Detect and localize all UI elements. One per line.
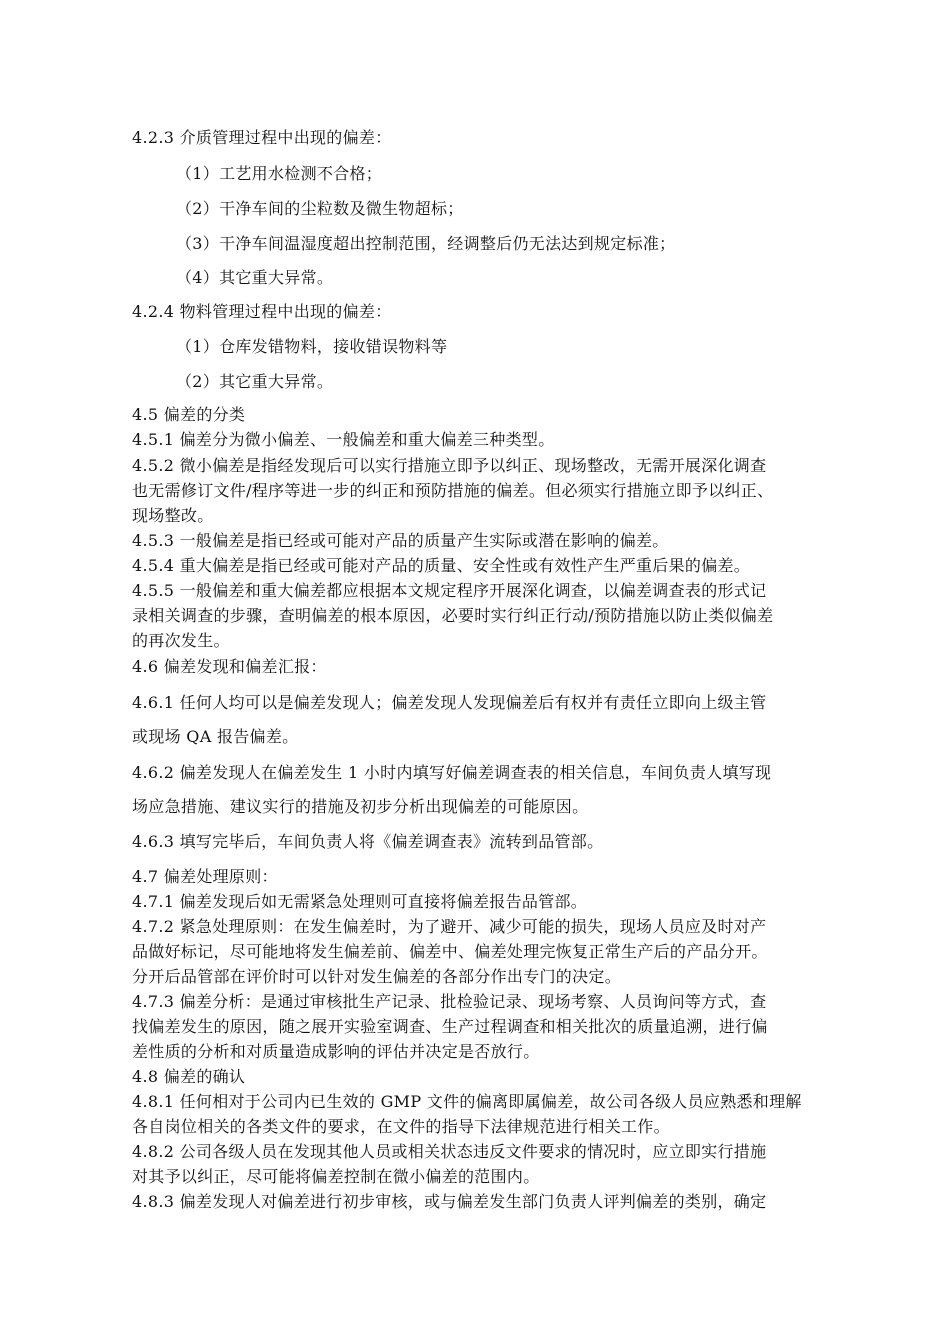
section-heading: 4.5 偏差的分类 (132, 405, 246, 424)
paragraph-line: 场应急措施、建议实行的措施及初步分析出现偏差的可能原因。 (132, 797, 589, 816)
list-item: （2）其它重大异常。 (176, 372, 334, 391)
paragraph-line: 或现场 QA 报告偏差。 (132, 727, 299, 746)
paragraph-line: 4.5.3 一般偏差是指已经或可能对产品的质量产生实际或潜在影响的偏差。 (132, 531, 669, 550)
paragraph-line: 4.8.1 任何相对于公司内已生效的 GMP 文件的偏离即属偏差，故公司各级人员应熟悉和理解 (132, 1092, 802, 1111)
paragraph-line: 4.5.4 重大偏差是指已经或可能对产品的质量、安全性或有效性产生严重后果的偏差。 (132, 556, 751, 575)
paragraph-line: 4.5.1 偏差分为微小偏差、一般偏差和重大偏差三种类型。 (132, 430, 555, 449)
paragraph-line: 4.6.3 填写完毕后，车间负责人将《偏差调查表》流转到品管部。 (132, 832, 604, 851)
paragraph-line: 也无需修订文件/程序等进一步的纠正和预防措施的偏差。但必须实行措施立即予以纠正、 (132, 481, 774, 500)
paragraph-line: 4.5.2 微小偏差是指经发现后可以实行措施立即予以纠正、现场整改，无需开展深化调查 (132, 456, 767, 475)
list-item: （1）仓库发错物料，接收错误物料等 (176, 337, 448, 356)
paragraph-line: 4.5.5 一般偏差和重大偏差都应根据本文规定程序开展深化调查，以偏差调查表的形式记 (132, 581, 767, 600)
section-heading: 4.2.3 介质管理过程中出现的偏差： (132, 128, 392, 147)
section-heading: 4.2.4 物料管理过程中出现的偏差： (132, 302, 392, 321)
section-heading: 4.7 偏差处理原则： (132, 867, 278, 886)
list-item: （2）干净车间的尘粒数及微生物超标； (176, 199, 464, 218)
paragraph-line: 4.7.3 偏差分析：是通过审核批生产记录、批检验记录、现场考察、人员询问等方式，查 (132, 992, 767, 1011)
paragraph-line: 4.6.2 偏差发现人在偏差发生 1 小时内填写好偏差调查表的相关信息，车间负责人填写现 (132, 763, 772, 782)
paragraph-line: 分开后品管部在评价时可以针对发生偏差的各部分作出专门的决定。 (132, 967, 622, 986)
paragraph-line: 找偏差发生的原因，随之展开实验室调查、生产过程调查和相关批次的质量追溯，进行偏 (132, 1017, 768, 1036)
paragraph-line: 录相关调查的步骤，查明偏差的根本原因，必要时实行纠正行动/预防措施以防止类似偏差 (132, 606, 774, 625)
paragraph-line: 4.8.2 公司各级人员在发现其他人员或相关状态违反文件要求的情况时，应立即实行措施 (132, 1142, 767, 1161)
paragraph-line: 品做好标记，尽可能地将发生偏差前、偏差中、偏差处理完恢复正常生产后的产品分开。 (132, 942, 768, 961)
paragraph-line: 对其予以纠正，尽可能将偏差控制在微小偏差的范围内。 (132, 1167, 540, 1186)
paragraph-line: 的再次发生。 (132, 631, 230, 650)
list-item: （3）干净车间温湿度超出控制范围，经调整后仍无法达到规定标准； (176, 234, 676, 253)
paragraph-line: 4.7.1 偏差发现后如无需紧急处理则可直接将偏差报告品管部。 (132, 892, 588, 911)
paragraph-line: 现场整改。 (132, 506, 214, 525)
section-heading: 4.8 偏差的确认 (132, 1067, 246, 1086)
paragraph-line: 各自岗位相关的各类文件的要求，在文件的指导下法律规范进行相关工作。 (132, 1117, 670, 1136)
list-item: （1）工艺用水检测不合格； (176, 164, 383, 183)
paragraph-line: 4.6.1 任何人均可以是偏差发现人；偏差发现人发现偏差后有权并有责任立即向上级主管 (132, 693, 767, 712)
paragraph-line: 差性质的分析和对质量造成影响的评估并决定是否放行。 (132, 1042, 540, 1061)
paragraph-line: 4.8.3 偏差发现人对偏差进行初步审核，或与偏差发生部门负责人评判偏差的类别，确定 (132, 1192, 767, 1211)
paragraph-line: 4.7.2 紧急处理原则：在发生偏差时，为了避开、减少可能的损失，现场人员应及时对产 (132, 917, 767, 936)
section-heading: 4.6 偏差发现和偏差汇报： (132, 657, 327, 676)
list-item: （4）其它重大异常。 (176, 268, 334, 287)
